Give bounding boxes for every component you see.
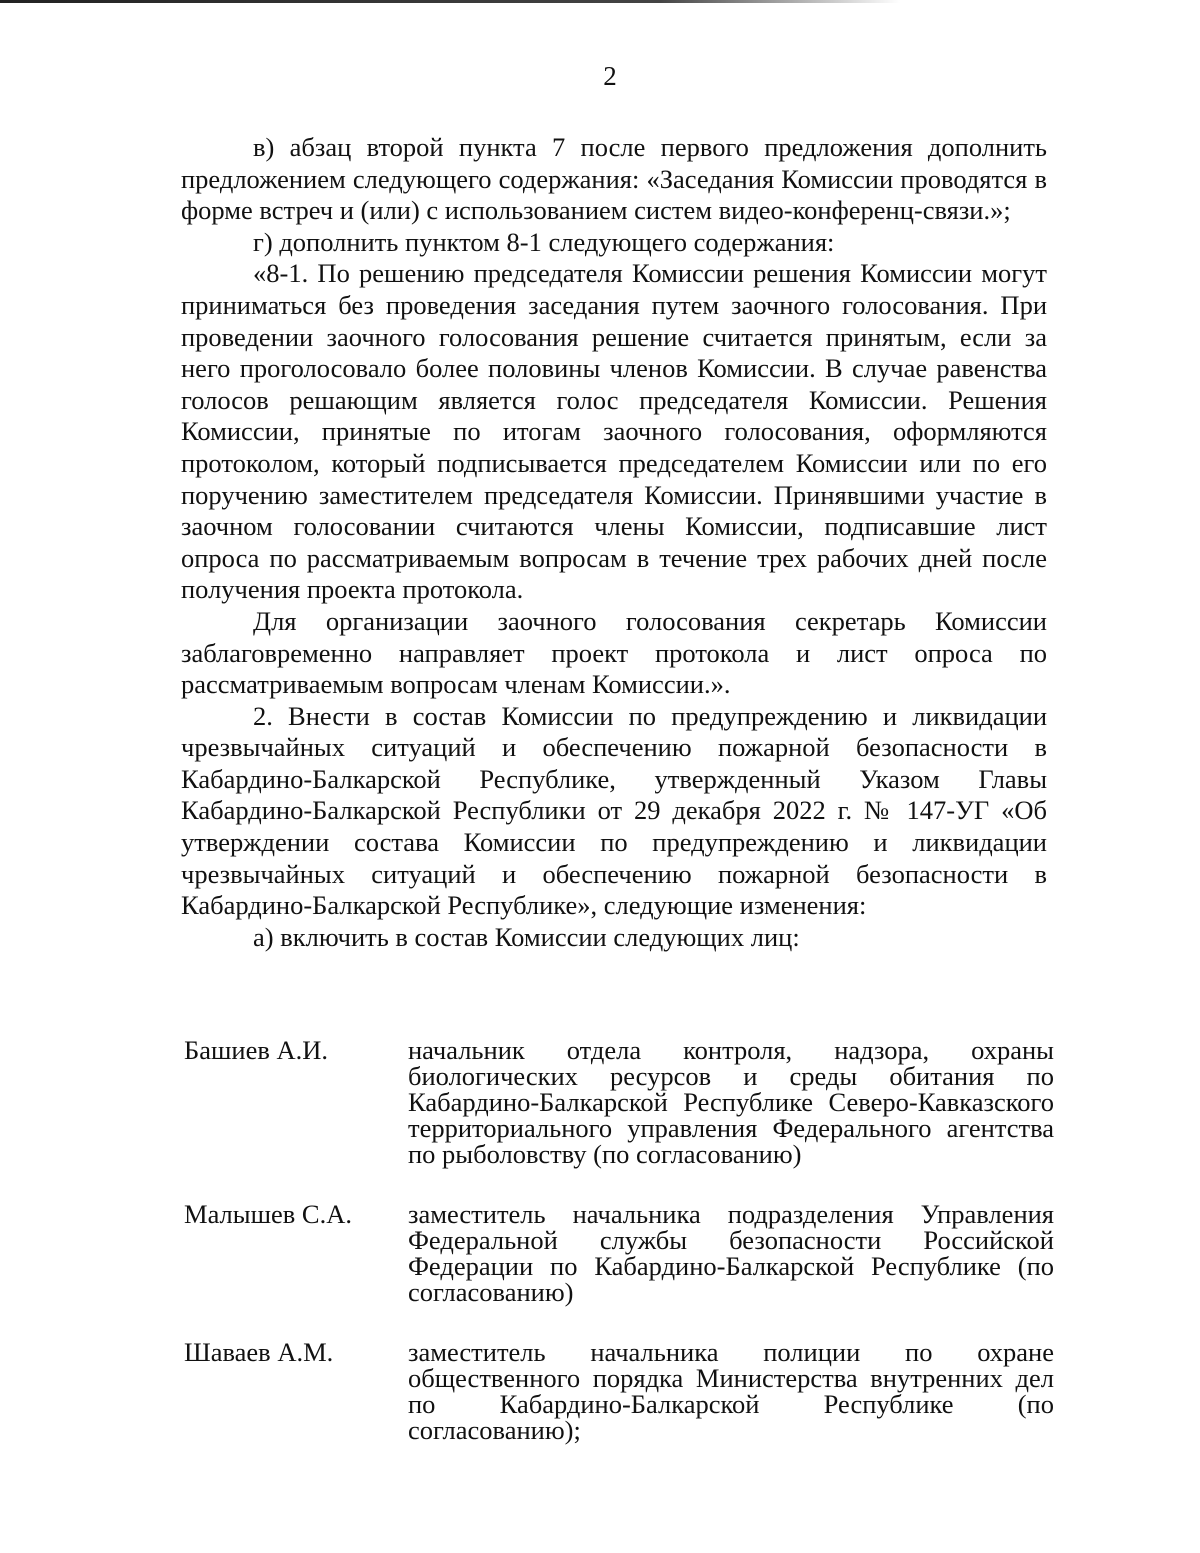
member-position: заместитель начальника полиции по охране общественного порядка Министерства внутренних дел по Кабардино-Балкарской Республике (по согласованию); [408, 1337, 1054, 1445]
paragraph-amendment-g: г) дополнить пунктом 8-1 следующего содержания: [253, 226, 835, 257]
member-name: Башиев А.И. [184, 1035, 328, 1065]
document-body [181, 132, 1047, 953]
member-entry [184, 1037, 1054, 1167]
paragraph-amendment-v: в) абзац второй пункта 7 после первого предложения дополнить предложением следующего содержания: «Заседания Комиссии проводятся в форме встреч и (или) с использованием систем видео-конференц-связи.»; [181, 132, 1047, 226]
paragraph-secretary: Для организации заочного голосования секретарь Комиссии заблаговременно направляет проект протокола и лист опроса по рассматриваемым вопросам членам Комиссии.». [181, 605, 1047, 700]
paragraph-point-8-1: «8-1. По решению председателя Комиссии решения Комиссии могут приниматься без проведения заседания путем заочного голосования. При проведении заочного голосования решение считается принятым, если за него проголосовало более половины членов Комиссии. В случае равенства голосов решающим является голос председателя Комиссии. Решения Комиссии, принятые по итогам заочного голосования, оформляются протоколом, который подписывается председателем Комиссии или по его поручению заместителем председателя Комиссии. Принявшими участие в заочном голосовании считаются члены Комиссии, подписавшие лист опроса по рассматриваемым вопросам в течение трех рабочих дней после получения проекта протокола. [181, 258, 1047, 605]
member-entry [184, 1201, 1054, 1305]
paragraph-include-members: а) включить в состав Комиссии следующих лиц: [253, 921, 800, 952]
member-entry [184, 1339, 1054, 1443]
member-name: Малышев С.А. [184, 1199, 352, 1229]
scan-edge-line [0, 0, 1200, 3]
member-position: начальник отдела контроля, надзора, охраны биологических ресурсов и среды обитания по Кабардино-Балкарской Республике Северо-Кавказского территориального управления Федерального агентства по рыболовству (по согласованию) [408, 1035, 1054, 1169]
member-position: заместитель начальника подразделения Управления Федеральной службы безопасности Российской Федерации по Кабардино-Балкарской Республике (по согласованию) [408, 1199, 1054, 1307]
paragraph-item-2: 2. Внести в состав Комиссии по предупреждению и ликвидации чрезвычайных ситуаций и обеспечению пожарной безопасности в Кабардино-Балкарской Республике, утвержденный Указом Главы Кабардино-Балкарской Республики от 29 декабря 2022 г. № 147-УГ «Об утверждении состава Комиссии по предупреждению и ликвидации чрезвычайных ситуаций и обеспечению пожарной безопасности в Кабардино-Балкарской Республике», следующие изменения: [181, 700, 1047, 921]
members-list [184, 1037, 1054, 1477]
member-name: Шаваев А.М. [184, 1337, 334, 1367]
page-number: 2 [603, 61, 617, 91]
